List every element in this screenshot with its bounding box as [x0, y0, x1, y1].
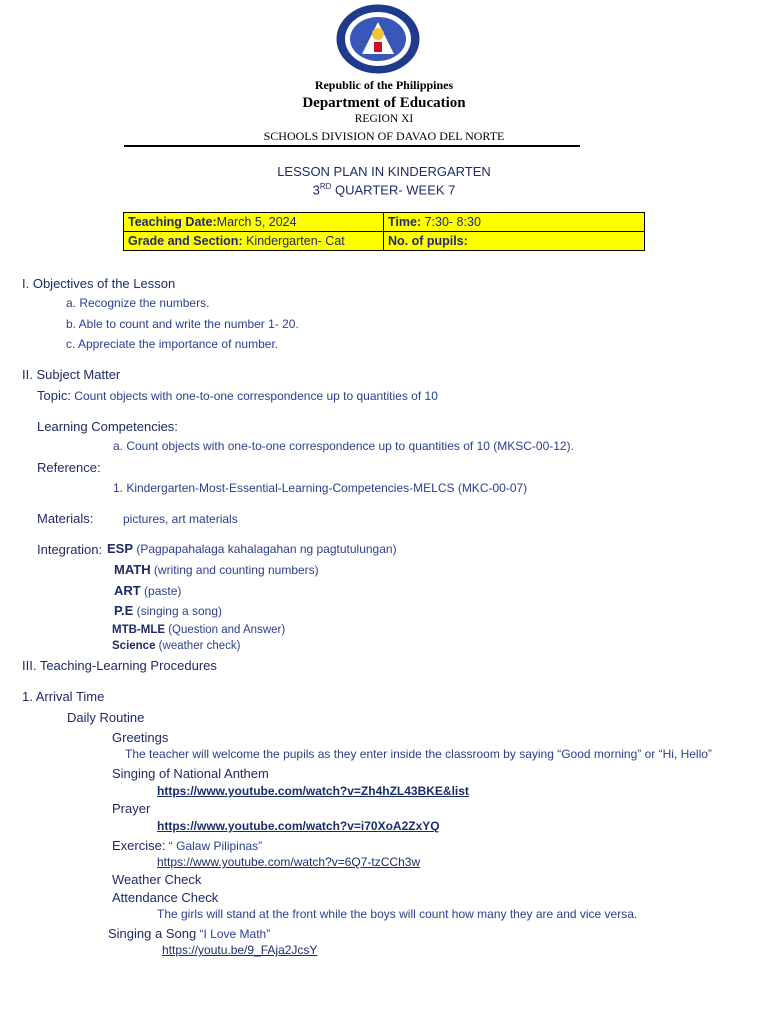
republic-line: Republic of the Philippines [314, 78, 454, 92]
time-cell [384, 213, 645, 232]
integration-subject: MTB-MLE [112, 624, 166, 636]
integration-art [114, 583, 181, 598]
time-value: 7:30- 8:30 [421, 215, 481, 229]
daily-routine-heading: Daily Routine [67, 710, 145, 725]
integration-desc: (Pagpapahalaga kahalagahan ng pagtutulungan) [133, 542, 397, 556]
integration-math [114, 562, 319, 577]
quarter-week-title [0, 182, 768, 197]
procedures-heading: III. Teaching-Learning Procedures [22, 658, 217, 673]
lesson-info-table [123, 212, 645, 251]
grade-section-cell [124, 232, 384, 251]
pupils-cell [384, 232, 645, 251]
song-value: “I Love Math” [196, 927, 271, 941]
table-row [124, 232, 645, 251]
integration-desc: (writing and counting numbers) [150, 563, 319, 577]
time-label: Time: [388, 215, 422, 229]
objective-item: a. Recognize the numbers. [66, 296, 210, 310]
reference-label: Reference: [37, 460, 101, 475]
integration-subject: Science [112, 640, 156, 652]
topic-value: Count objects with one-to-one correspondence up to quantities of 10 [70, 389, 438, 403]
prayer-link[interactable]: https://www.youtube.com/watch?v=i70XoA2ZxYQ [157, 819, 440, 833]
teaching-date-cell [124, 213, 384, 232]
deped-seal-logo [336, 4, 420, 74]
integration-desc: (weather check) [155, 640, 241, 652]
anthem-link[interactable]: https://www.youtube.com/watch?v=Zh4hZL43BKE&list [157, 784, 469, 798]
exercise-link[interactable]: https://www.youtube.com/watch?v=6Q7-tzCCh3w [157, 855, 421, 869]
table-row [124, 213, 645, 232]
quarter-number: 3 [312, 182, 320, 198]
teaching-date-label: Teaching Date: [128, 215, 217, 229]
integration-subject: ESP [107, 541, 134, 556]
lesson-plan-title: LESSON PLAN IN KINDERGARTEN [277, 164, 491, 179]
department-line: Department of Education [302, 95, 466, 111]
grade-section-label: Grade and Section: [128, 234, 243, 248]
reference-value: 1. Kindergarten-Most-Essential-Learning-Competencies-MELCS (MKC-00-07) [113, 481, 528, 495]
competencies-value: a. Count objects with one-to-one correspondence up to quantities of 10 (MKSC-00-12). [113, 439, 574, 453]
greetings-label: Greetings [112, 730, 169, 745]
integration-desc: (paste) [140, 584, 182, 598]
objective-item: c. Appreciate the importance of number. [66, 337, 279, 351]
attendance-text: The girls will stand at the front while the boys will count how many they are and vice versa. [157, 907, 638, 921]
weather-check-label: Weather Check [112, 872, 202, 887]
subject-matter-heading: II. Subject Matter [22, 367, 121, 382]
prayer-label: Prayer [112, 801, 151, 816]
integration-subject: MATH [114, 562, 151, 577]
song-link[interactable]: https://youtu.be/9_FAja2JcsY [162, 943, 318, 957]
materials-value: pictures, art materials [123, 512, 238, 526]
objectives-heading: I. Objectives of the Lesson [22, 276, 176, 291]
region-line: REGION XI [354, 113, 414, 125]
materials-label: Materials: [37, 511, 94, 526]
integration-science [112, 640, 241, 652]
topic-label: Topic: [37, 388, 71, 403]
integration-subject: ART [114, 583, 141, 598]
integration-mtb [112, 624, 285, 636]
teaching-date-value: March 5, 2024 [216, 215, 297, 229]
integration-desc: (singing a song) [133, 604, 222, 618]
song-label: Singing a Song [108, 926, 197, 941]
integration-label: Integration: [37, 542, 103, 557]
quarter-week-rest: QUARTER- WEEK 7 [331, 182, 456, 198]
pupils-label: No. of pupils: [388, 234, 468, 248]
greetings-text: The teacher will welcome the pupils as they enter inside the classroom by saying “Good morning” or “Hi, Hello” [125, 747, 712, 761]
exercise-label: Exercise: [112, 838, 166, 853]
division-line: SCHOOLS DIVISION OF DAVAO DEL NORTE [263, 129, 505, 143]
integration-desc: (Question and Answer) [165, 624, 286, 636]
objective-item: b. Able to count and write the number 1- 20. [66, 317, 299, 331]
exercise-line [112, 837, 262, 855]
topic-line [37, 388, 438, 403]
anthem-label: Singing of National Anthem [112, 766, 269, 781]
attendance-check-label: Attendance Check [112, 890, 219, 905]
grade-section-value: Kindergarten- Cat [242, 234, 345, 248]
exercise-value: “ Galaw Pilipinas” [165, 839, 263, 853]
integration-esp [107, 541, 397, 556]
arrival-time-heading: 1. Arrival Time [22, 689, 105, 704]
competencies-label: Learning Competencies: [37, 419, 178, 434]
integration-pe [114, 603, 222, 618]
header-divider [124, 145, 580, 147]
quarter-suffix: RD [319, 182, 332, 191]
integration-subject: P.E [114, 603, 134, 618]
song-line [108, 925, 270, 943]
